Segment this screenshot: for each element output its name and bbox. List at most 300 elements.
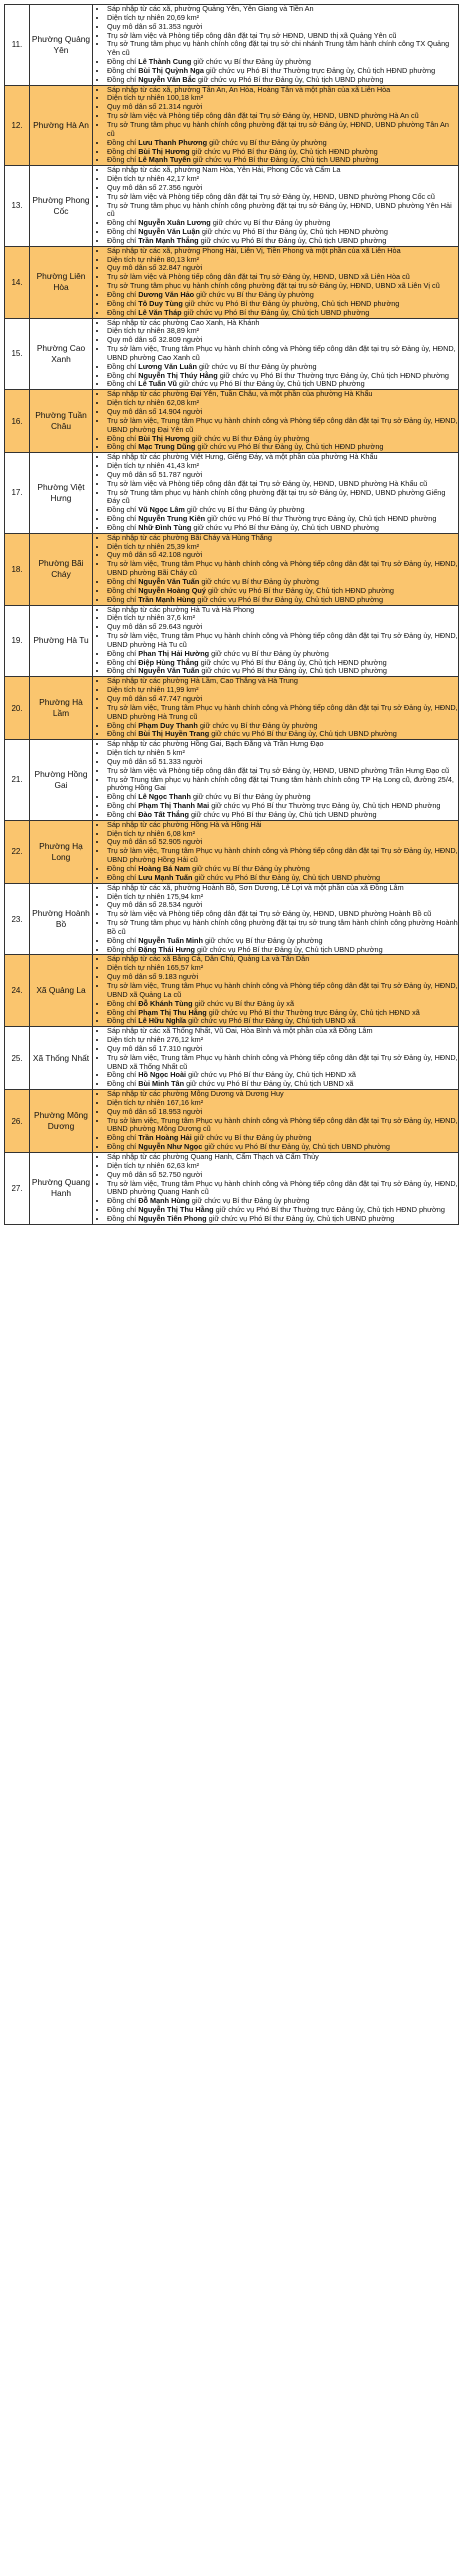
list-item	[107, 380, 458, 389]
detail-text: Sáp nhập từ các phường Hà Lầm, Cao Thắng và Hà Trung	[107, 676, 298, 686]
detail-text: giữ chức vụ Bí thư Đảng ủy phường	[190, 792, 311, 802]
detail-text: Sáp nhập từ các xã, phường Quảng Yên, Yên Giang và Tiền An	[107, 4, 314, 13]
person-name: Bùi Thị Hương	[138, 433, 190, 443]
person-name: Tô Duy Tùng	[138, 298, 183, 308]
row-number: 19.	[5, 605, 30, 677]
person-name: Đào Tất Thắng	[138, 809, 189, 819]
unit-table	[4, 4, 459, 1225]
table-row	[5, 1090, 459, 1153]
unit-details	[93, 533, 459, 605]
detail-text: Trụ sở Trung tâm phục vụ hành chính công phường đặt tại trụ sở Đảng ủy, HĐND, UBND phường Yên Hải cũ	[107, 200, 452, 219]
detail-text: Trụ sở làm việc, Trung tâm Phục vụ hành chính công và Phòng tiếp công dân đặt tại Trụ sở Đảng ủy, HĐND, UBND phường Mông Dương cũ	[107, 1115, 458, 1134]
detail-text: Đồng chí	[107, 218, 139, 228]
detail-text: Đồng chí	[107, 1016, 139, 1026]
detail-text: Trụ sở làm việc, Trung tâm Phục vụ hành chính công và Phòng tiếp công dân đặt tại Trụ sở Đảng ủy, HĐND, UBND xã Quảng La cũ	[107, 980, 458, 999]
unit-details	[93, 1027, 459, 1090]
detail-text: giữ chức vụ Bí thư Đảng ủy phường	[191, 57, 311, 67]
detail-text: Đồng chí	[107, 74, 139, 84]
detail-text: giữ chức vụ Phó Bí thư Đảng ủy, Chủ tịch UBND phường	[190, 155, 379, 165]
detail-text: Diện tích tự nhiên 20,69 km²	[107, 12, 200, 22]
detail-text: Đồng chí	[107, 1070, 139, 1080]
detail-text: giữ chức vụ Phó Bí thư Thường trực Đảng ủy, Chủ tịch HĐND phường	[205, 514, 437, 524]
unit-details	[93, 390, 459, 453]
unit-name: Phường Hoành Bồ	[30, 883, 93, 955]
detail-text: Diện tích tự nhiên 11,99 km²	[107, 685, 199, 695]
detail-text: giữ chức vụ Bí thư Đảng ủy phường	[199, 577, 319, 586]
detail-text: Quy mô dân số 28.534 người	[107, 900, 203, 910]
detail-text: Trụ sở Trung tâm phục vụ hành chính công phường đặt tại trụ sở trung tâm hành chính công phường Hoành Bồ cũ	[107, 918, 458, 936]
detail-text: Quy mô dân số 51.787 người	[107, 469, 203, 479]
unit-name: Phường Việt Hưng	[30, 453, 93, 534]
unit-details	[93, 318, 459, 390]
table-row	[5, 677, 459, 740]
details-list	[93, 5, 458, 85]
row-number: 20.	[5, 677, 30, 740]
table-row	[5, 605, 459, 677]
detail-text: Đồng chí	[107, 864, 139, 873]
detail-text: Đồng chí	[107, 729, 139, 739]
details-list	[93, 955, 458, 1026]
detail-text: Quy mô dân số 47.747 người	[107, 693, 203, 703]
detail-text: Đồng chí	[107, 577, 139, 586]
detail-text: Đồng chí	[107, 290, 139, 299]
detail-text: Đồng chí	[107, 801, 139, 811]
unit-details	[93, 246, 459, 318]
details-list	[93, 1090, 458, 1152]
detail-text: Đồng chí	[107, 146, 139, 156]
details-list	[93, 740, 458, 820]
details-list	[93, 86, 458, 166]
detail-text: giữ chức vụ Bí thư Đảng ủy phường	[194, 290, 314, 299]
person-name: Nguyễn Văn Tuấn	[138, 577, 200, 586]
detail-text: Quy mô dân số 32.847 người	[107, 263, 203, 273]
detail-text: Trụ sở làm việc, Trung tâm Phục vụ hành chính công và Phòng tiếp công dân đặt tại Trụ sở Đảng ủy, HĐND, UBND xã Thống Nhất cũ	[107, 1052, 458, 1071]
table-row	[5, 5, 459, 86]
person-name: Lê Ngọc Thanh	[138, 792, 191, 802]
detail-text: Đồng chí	[107, 137, 139, 147]
detail-text: giữ chức vụ Phó Bí thư Đảng ủy, Chủ tịch UBND phường	[195, 594, 384, 604]
person-name: Lưu Mạnh Tuấn	[138, 872, 193, 882]
detail-text: giữ chức vụ Bí thư Đảng ủy phường	[191, 1133, 312, 1143]
unit-details	[93, 955, 459, 1027]
person-name: Lê Hữu Nghĩa	[138, 1016, 187, 1026]
detail-text: giữ chức vụ Phó Bí thư Đảng ủy, Chủ tịch UBND xã	[184, 1079, 354, 1089]
detail-text: giữ chức vụ Phó Bí thư Đảng ủy, Chủ tịch HĐND phường	[189, 146, 378, 156]
detail-text: giữ chức vụ Bí thư Đảng ủy phường	[190, 864, 310, 873]
detail-text: Trụ sở làm việc và Phòng tiếp công dân đặt tại Trụ sở HĐND, UBND thị xã Quảng Yên cũ	[107, 30, 397, 40]
details-list	[93, 247, 458, 318]
row-number: 13.	[5, 166, 30, 247]
unit-name: Phường Hồng Gai	[30, 740, 93, 821]
list-item	[107, 874, 458, 883]
list-item	[107, 632, 458, 650]
person-name: Phạm Thị Thu Hằng	[138, 1007, 207, 1017]
detail-text: giữ chức vụ Phó Bí thư Đảng ủy phường, Chủ tịch HĐND phường	[182, 298, 400, 308]
detail-text: Sáp nhập từ các phường Bãi Cháy và Hùng Thắng	[107, 532, 272, 542]
detail-text: Trụ sở làm việc và Phòng tiếp công dân đặt tại Trụ sở Đảng ủy, HĐND, UBND phường Hà An cũ	[107, 111, 419, 121]
table-row	[5, 246, 459, 318]
details-list	[93, 1027, 458, 1089]
person-name: Lê Tuấn Vũ	[138, 379, 178, 389]
detail-text: Trụ sở Trung tâm phục vụ hành chính công đặt tại trụ sở chi nhánh Trung tâm hành chính công TX Quảng Yên cũ	[107, 39, 450, 58]
list-item	[107, 560, 458, 578]
list-item	[107, 443, 458, 452]
detail-text: Đồng chí	[107, 944, 139, 954]
detail-text: giữ chức vụ Bí thư Đảng ủy phường	[207, 137, 327, 147]
list-item	[107, 345, 458, 363]
list-item	[107, 704, 458, 722]
list-item	[107, 237, 458, 246]
table-row	[5, 390, 459, 453]
list-item	[107, 524, 458, 533]
unit-name: Phường Hà Tu	[30, 605, 93, 677]
person-name: Nguyễn Thị Thúy Hằng	[138, 370, 218, 380]
list-item	[107, 919, 458, 937]
row-number: 14.	[5, 246, 30, 318]
person-name: Nguyễn Văn Tuấn	[138, 666, 200, 676]
list-item	[107, 1117, 458, 1135]
table-row	[5, 883, 459, 955]
row-number: 17.	[5, 453, 30, 534]
table-row	[5, 1153, 459, 1225]
detail-text: Trụ sở làm việc, Trung tâm Phục vụ hành chính công và Phòng tiếp công dân đặt tại Trụ sở Đảng ủy, HĐND, UBND phường Hà Trung cũ	[107, 702, 458, 721]
detail-text: Trụ sở làm việc và Phòng tiếp công dân đặt tại Trụ sở Đảng ủy, HĐND, UBND phường Hà Khẩu cũ	[107, 478, 428, 488]
person-name: Đỗ Mạnh Hùng	[138, 1196, 190, 1206]
detail-text: Quy mô dân số 42.108 người	[107, 550, 203, 560]
person-name: Trần Mạnh Thắng	[138, 235, 199, 245]
detail-text: Sáp nhập từ các xã Bằng Cả, Dân Chủ, Quảng La và Tân Dân	[107, 954, 310, 964]
detail-text: giữ chức vụ Phó Bí thư Đảng ủy, Chủ tịch HĐND phường	[198, 657, 387, 667]
table-row	[5, 453, 459, 534]
list-item	[107, 202, 458, 220]
detail-text: Đồng chí	[107, 361, 139, 371]
person-name: Nguyễn Thị Thu Hằng	[138, 1205, 214, 1215]
detail-text: Sáp nhập từ các phường Cao Xanh, Hà Khánh	[107, 317, 260, 327]
detail-text: Trụ sở làm việc, Trung tâm Phục vụ hành chính công và Phòng tiếp công dân đặt tại trụ sở Đảng ủy, HĐND, UBND phường Cao Xanh cũ	[107, 344, 456, 362]
person-name: Nguyễn Tiến Phong	[138, 1213, 207, 1223]
unit-name: Phường Bãi Cháy	[30, 533, 93, 605]
detail-text: giữ chức vụ Phó Bí thư Đảng ủy, Chủ tịch UBND phường	[199, 666, 387, 676]
detail-text: Đồng chí	[107, 1079, 139, 1089]
detail-text: Đồng chí	[107, 666, 139, 676]
details-list	[93, 534, 458, 605]
row-number: 25.	[5, 1027, 30, 1090]
detail-text: Đồng chí	[107, 935, 139, 945]
unit-details	[93, 820, 459, 883]
person-name: Nguyễn Trung Kiên	[138, 514, 206, 524]
details-list	[93, 884, 458, 955]
detail-text: Sáp nhập từ các phường Hồng Hà và Hồng Hải	[107, 819, 262, 829]
list-item	[107, 847, 458, 865]
person-name: Hoàng Bá Nam	[138, 864, 191, 873]
detail-text: Đồng chí	[107, 872, 139, 882]
table-row	[5, 820, 459, 883]
detail-text: Trụ sở làm việc, Trung tâm Phục vụ hành chính công và Phòng tiếp công dân đặt tại Trụ sở Đảng ủy, HĐND, UBND phường Hồng Hải cũ	[107, 846, 458, 865]
unit-name: Phường Quang Hanh	[30, 1153, 93, 1225]
detail-text: giữ chức vụ Phó Bí thư Đảng ủy, Chủ tịch HĐND xã	[186, 1070, 356, 1080]
details-list	[93, 166, 458, 246]
detail-text: Đồng chí	[107, 1196, 139, 1206]
row-number: 27.	[5, 1153, 30, 1225]
unit-details	[93, 605, 459, 677]
detail-text: Đồng chí	[107, 522, 139, 532]
person-name: Nguyễn Văn Bắc	[138, 74, 196, 84]
unit-details	[93, 1090, 459, 1153]
detail-text: Trụ sở làm việc, Trung tâm Phục vụ hành chính công và Phòng tiếp công dân đặt tại Trụ sở Đảng ủy, HĐND, UBND phường Đại Yên cũ	[107, 415, 458, 434]
detail-text: Đồng chí	[107, 370, 139, 380]
list-item	[107, 1180, 458, 1198]
detail-text: Quy mô dân số 52.750 người	[107, 1169, 203, 1179]
list-item	[107, 1054, 458, 1072]
detail-text: Trụ sở làm việc và Phòng tiếp công dân đặt tại Trụ sở Đảng ủy, HĐND, UBND phường Trần Hưng Đạo cũ	[107, 765, 450, 775]
list-item	[107, 776, 458, 794]
detail-text: giữ chức vụ Phó Bí thư Đảng ủy, Chủ tịch HĐND phường	[199, 227, 388, 237]
person-name: Lương Văn Luân	[138, 361, 197, 371]
detail-text: Đồng chí	[107, 307, 139, 317]
detail-text: Đồng chí	[107, 1213, 139, 1223]
detail-text: Diện tích tự nhiên 38,89 km²	[107, 326, 200, 336]
person-name: Nguyễn Hoàng Quý	[138, 585, 206, 595]
detail-text: Đồng chí	[107, 433, 139, 443]
detail-text: Quy mô dân số 14.904 người	[107, 406, 203, 416]
details-list	[93, 390, 458, 452]
table-row	[5, 1027, 459, 1090]
person-name: Dương Văn Hảo	[138, 290, 195, 299]
detail-text: giữ chức vụ Phó Bí thư Thường trực Đảng ủy, Chủ tịch HĐND phường	[203, 65, 436, 75]
list-item	[107, 76, 458, 85]
detail-text: giữ chức vụ Phó Bí thư Đảng ủy, Chủ tịch UBND phường	[202, 1142, 390, 1152]
person-name: Nguyễn Văn Luận	[138, 227, 200, 237]
person-name: Trần Hoàng Hải	[138, 1133, 192, 1143]
detail-text: Đồng chí	[107, 235, 139, 245]
unit-name: Phường Mông Dương	[30, 1090, 93, 1153]
list-item	[107, 1080, 458, 1089]
list-item	[107, 1143, 458, 1152]
person-name: Nguyễn Tuấn Minh	[138, 935, 203, 945]
detail-text: giữ chức vụ Phó Bí thư Đảng ủy, Chủ tịch UBND phường	[195, 74, 384, 84]
person-name: Nguyễn Xuân Lương	[138, 218, 211, 228]
detail-text: giữ chức vụ Phó Bí thư Đảng ủy, Chủ tịch UBND xã	[186, 1016, 356, 1026]
detail-text: giữ chức vụ Phó Bí thư Đảng ủy, Chủ tịch UBND phường	[209, 729, 397, 739]
list-item	[107, 40, 458, 58]
detail-text: Trụ sở Trung tâm phục vụ hành chính công phường đặt tại trụ sở Đảng ủy, HĐND, UBND xã Liên Vị cũ	[107, 281, 440, 291]
detail-text: Đồng chí	[107, 594, 139, 604]
detail-text: Trụ sở Trung tâm phục vụ hành chính công đặt tại Trung tâm hành chính công TP Hạ Long cũ, đường 25/4, phường Hồng Gai	[107, 774, 454, 793]
detail-text: Sáp nhập từ các phường Việt Hưng, Giếng Đáy, và một phần của phường Hà Khẩu	[107, 452, 378, 462]
unit-details	[93, 166, 459, 247]
unit-details	[93, 85, 459, 166]
detail-text: Đồng chí	[107, 227, 139, 237]
detail-text: Quy mô dân số 27.356 người	[107, 182, 203, 192]
unit-details	[93, 883, 459, 955]
row-number: 26.	[5, 1090, 30, 1153]
detail-text: Đồng chí	[107, 1205, 139, 1215]
unit-name: Phường Phong Cốc	[30, 166, 93, 247]
person-name: Nhữ Đình Tùng	[138, 522, 192, 532]
detail-text: Đồng chí	[107, 1142, 139, 1152]
detail-text: Đồng chí	[107, 657, 139, 667]
unit-name: Xã Thống Nhất	[30, 1027, 93, 1090]
detail-text: Sáp nhập từ các xã, phường Hoành Bồ, Sơn Dương, Lê Lợi và một phần của xã Đồng Lâm	[107, 882, 404, 892]
table-row	[5, 85, 459, 166]
unit-name: Phường Quảng Yên	[30, 5, 93, 86]
person-name: Lê Văn Tháp	[138, 307, 182, 317]
detail-text: Sáp nhập từ các xã Thống Nhất, Vũ Oai, Hòa Bình và một phần của xã Đồng Lâm	[107, 1026, 373, 1036]
unit-table-body	[5, 5, 459, 1225]
detail-text: Đồng chí	[107, 379, 139, 389]
detail-text: Trụ sở làm việc và Phòng tiếp công dân đặt tại Trụ sở Đảng ủy, HĐND, UBND phường Phong Cốc cũ	[107, 191, 435, 201]
detail-text: Đồng chí	[107, 1007, 139, 1017]
person-name: Bùi Thị Hương	[138, 146, 190, 156]
detail-text: Sáp nhập từ các phường Đại Yên, Tuần Châu, và một phần của phường Hà Khẩu	[107, 389, 373, 399]
list-item	[107, 811, 458, 820]
person-name: Trần Mạnh Hùng	[138, 594, 196, 604]
list-item	[107, 309, 458, 318]
row-number: 21.	[5, 740, 30, 821]
unit-name: Phường Liên Hòa	[30, 246, 93, 318]
unit-name: Phường Tuần Châu	[30, 390, 93, 453]
row-number: 11.	[5, 5, 30, 86]
unit-details	[93, 453, 459, 534]
detail-text: giữ chức vụ Phó Bí thư Đảng ủy, Chủ tịch UBND phường	[177, 379, 365, 389]
detail-text: Diện tích tự nhiên 167,16 km²	[107, 1097, 204, 1107]
unit-name: Phường Hạ Long	[30, 820, 93, 883]
detail-text: Diện tích tự nhiên 62,08 km²	[107, 398, 200, 408]
person-name: Lê Thành Cung	[138, 57, 192, 67]
detail-text: Quy mô dân số 29.643 người	[107, 622, 203, 632]
detail-text: giữ chức vụ Bí thư Đảng ủy phường	[202, 935, 323, 945]
table-row	[5, 740, 459, 821]
detail-text: Đồng chí	[107, 648, 139, 658]
detail-text: Quy mô dân số 18.953 người	[107, 1106, 203, 1116]
detail-text: Sáp nhập từ các phường Mông Dương và Dương Huy	[107, 1089, 284, 1099]
details-list	[93, 453, 458, 533]
detail-text: Trụ sở làm việc và Phòng tiếp công dân đặt tại Trụ sở Đảng ủy, HĐND, UBND xã Liên Hòa cũ	[107, 272, 410, 282]
detail-text: Diện tích tự nhiên 80,13 km²	[107, 254, 200, 264]
detail-text: giữ chức vụ Phó Bí thư Đảng ủy, Chủ tịch UBND phường	[192, 872, 381, 882]
detail-text: giữ chức vụ Bí thư Đảng ủy phường	[189, 1196, 310, 1206]
detail-text: giữ chức vụ Bí thư Đảng ủy phường	[184, 505, 305, 515]
details-list	[93, 606, 458, 677]
unit-name: Xã Quảng La	[30, 955, 93, 1027]
table-row	[5, 533, 459, 605]
detail-text: Đồng chí	[107, 442, 139, 452]
detail-text: Trụ sở làm việc, Trung tâm Phục vụ hành chính công và Phòng tiếp công dân đặt tại Trụ sở Đảng ủy, HĐND, UBND phường Hà Tu cũ	[107, 631, 458, 649]
list-item	[107, 156, 458, 165]
unit-details	[93, 1153, 459, 1225]
detail-text: giữ chức vụ Bí thư Đảng ủy phường	[189, 433, 310, 443]
detail-text: Quy mô dân số 31.353 người	[107, 21, 203, 31]
table-row	[5, 318, 459, 390]
detail-text: giữ chức vụ Phó Bí thư Đảng ủy, Chủ tịch HĐND phường	[195, 442, 384, 452]
row-number: 23.	[5, 883, 30, 955]
detail-text: Đồng chí	[107, 57, 139, 67]
detail-text: giữ chức vụ Phó Bí thư Thường trực Đảng ủy, Chủ tịch HĐND phường	[213, 1205, 445, 1215]
row-number: 18.	[5, 533, 30, 605]
person-name: Lưu Thanh Phương	[138, 137, 208, 147]
detail-text: Diện tích tự nhiên 5 km²	[107, 748, 185, 758]
detail-text: Diện tích tự nhiên 25,39 km²	[107, 541, 200, 551]
unit-details	[93, 740, 459, 821]
row-number: 15.	[5, 318, 30, 390]
unit-details	[93, 677, 459, 740]
table-row	[5, 955, 459, 1027]
detail-text: giữ chức vụ Phó Bí thư Đảng ủy, Chủ tịch HĐND phường	[205, 585, 394, 595]
list-item	[107, 946, 458, 955]
detail-text: Diện tích tự nhiên 42,17 km²	[107, 174, 200, 184]
detail-text: Sáp nhập từ các xã, phường Tân An, An Hòa, Hoàng Tân và một phần của xã Liên Hòa	[107, 84, 391, 94]
detail-text: Quy mô dân số 21.314 người	[107, 102, 203, 112]
unit-details	[93, 5, 459, 86]
list-item	[107, 596, 458, 605]
detail-text: giữ chức vụ Phó Bí thư Đảng ủy, Chủ tịch UBND phường	[191, 522, 379, 532]
person-name: Bùi Thị Huyền Trang	[138, 729, 210, 739]
detail-text: Đồng chí	[107, 298, 139, 308]
detail-text: giữ chức vụ Phó Bí thư Đảng ủy, Chủ tịch UBND phường	[206, 1213, 395, 1223]
details-list	[93, 1153, 458, 1224]
detail-text: Đồng chí	[107, 998, 139, 1008]
detail-text: Quy mô dân số 52.905 người	[107, 837, 203, 847]
detail-text: Diện tích tự nhiên 37,6 km²	[107, 613, 196, 623]
detail-text: giữ chức vụ Phó Bí thư Thường trực Đảng ủy, Chủ tịch HĐND xã	[206, 1007, 420, 1017]
unit-name: Phường Cao Xanh	[30, 318, 93, 390]
detail-text: Sáp nhập từ các phường Hồng Gai, Bạch Đằng và Trần Hưng Đạo	[107, 739, 324, 749]
detail-text: Diện tích tự nhiên 6,08 km²	[107, 828, 196, 838]
detail-text: Trụ sở làm việc, Trung tâm Phục vụ hành chính công và Phòng tiếp công dân đặt tại Trụ sở Đảng ủy, HĐND, UBND phường Bãi Cháy cũ	[107, 559, 458, 578]
list-item	[107, 730, 458, 739]
detail-text: giữ chức vụ Bí thư Đảng ủy phường	[210, 218, 331, 228]
details-list	[93, 319, 458, 390]
detail-text: Đồng chí	[107, 505, 139, 515]
list-item	[107, 1017, 458, 1026]
person-name: Hồ Ngọc Hoài	[138, 1070, 187, 1080]
person-name: Bùi Minh Tân	[138, 1079, 185, 1089]
list-item	[107, 1215, 458, 1224]
detail-text: Sáp nhập từ các phường Hà Tu và Hà Phong	[107, 604, 255, 614]
person-name: Lê Mạnh Tuyến	[138, 155, 191, 165]
row-number: 24.	[5, 955, 30, 1027]
detail-text: Diện tích tự nhiên 100,18 km²	[107, 93, 204, 103]
detail-text: Đồng chí	[107, 1133, 139, 1143]
detail-text: Đồng chí	[107, 155, 139, 165]
detail-text: Đồng chí	[107, 720, 139, 730]
detail-text: Quy mô dân số 9.183 người	[107, 972, 199, 982]
detail-text: Sáp nhập từ các xã, phường Nam Hòa, Yên Hải, Phong Cốc và Cẩm La	[107, 165, 341, 175]
detail-text: Đồng chí	[107, 514, 139, 524]
table-row	[5, 166, 459, 247]
person-name: Điệp Hùng Thắng	[138, 657, 199, 667]
person-name: Nguyễn Như Ngọc	[138, 1142, 203, 1152]
detail-text: Đồng chí	[107, 585, 139, 595]
detail-text: giữ chức vụ Bí thư Đảng ủy phường	[197, 720, 318, 730]
detail-text: giữ chức vụ Bí thư Đảng ủy phường	[196, 361, 317, 371]
detail-text: Diện tích tự nhiên 165,57 km²	[107, 963, 204, 973]
person-name: Vũ Ngọc Lâm	[138, 505, 185, 515]
list-item	[107, 982, 458, 1000]
person-name: Bùi Thị Quỳnh Nga	[138, 65, 204, 75]
list-item	[107, 121, 458, 139]
person-name: Đặng Thái Hưng	[138, 944, 195, 954]
detail-text: Đồng chí	[107, 65, 139, 75]
detail-text: giữ chức vụ Phó Bí thư Thường trực Đảng ủy, Chủ tịch HĐND phường	[217, 370, 449, 380]
row-number: 12.	[5, 85, 30, 166]
detail-text: Diện tích tự nhiên 62,63 km²	[107, 1160, 200, 1170]
detail-text: Trụ sở làm việc, Trung tâm Phục vụ hành chính công và Phòng tiếp công dân đặt tại Trụ sở Đảng ủy, HĐND, UBND phường Quang Hanh cũ	[107, 1178, 458, 1197]
detail-text: giữ chức vụ Phó Bí thư Thường trực Đảng ủy, Chủ tịch HĐND phường	[209, 801, 441, 811]
unit-name: Phường Hà Lầm	[30, 677, 93, 740]
list-item	[107, 417, 458, 435]
detail-text: Diện tích tự nhiên 175,94 km²	[107, 891, 204, 901]
